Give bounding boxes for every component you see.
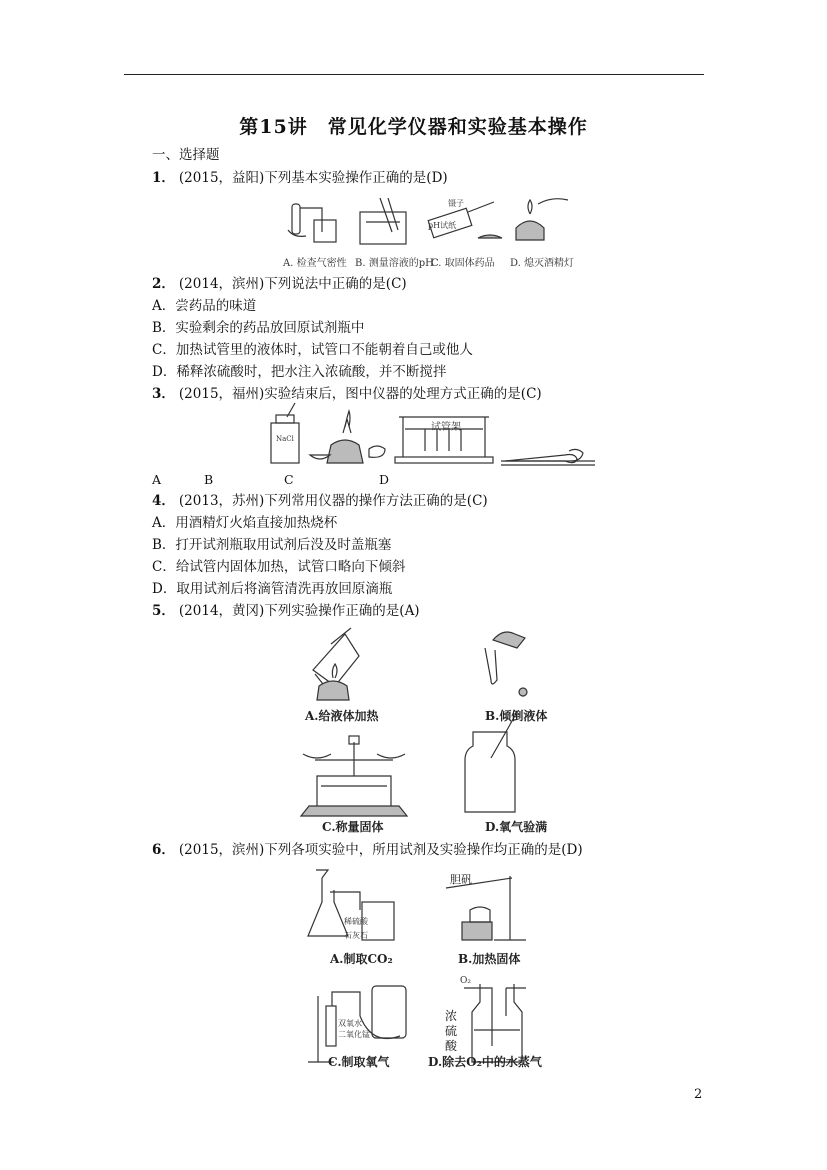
q3-figure <box>265 405 600 467</box>
q1-figure <box>280 192 590 269</box>
label-hydrogen-peroxide: 双氧水 <box>338 1019 362 1028</box>
caption-c: C.制取氧气 <box>328 1055 390 1069</box>
question-2 <box>152 275 407 293</box>
question-text: (2015，滨州)下列各项实验中，所用试剂及实验操作均正确的是(D) <box>178 842 583 858</box>
caption-a: A.制取CO₂ <box>330 952 393 966</box>
question-text: (2013，苏州)下列常用仪器的操作方法正确的是(C) <box>178 493 488 509</box>
q3-letter-d: D <box>379 472 390 487</box>
caption-b: B.倾倒液体 <box>485 709 548 723</box>
option: B．打开试剂瓶取用试剂后没及时盖瓶塞 <box>152 537 392 553</box>
q3-letter-a: A <box>152 472 162 487</box>
option: A．尝药品的味道 <box>152 298 257 314</box>
q5-figure <box>295 626 575 836</box>
option: B．实验剩余的药品放回原试剂瓶中 <box>152 320 365 336</box>
caption-b: B. 测量溶液的pH <box>355 258 434 269</box>
caption-a: A. 检查气密性 <box>283 258 347 269</box>
caption-d: D.除去O₂中的水蒸气 <box>428 1055 542 1069</box>
caption-b: B.加热固体 <box>458 952 521 966</box>
caption-a: A.给液体加热 <box>305 709 379 723</box>
question-3 <box>152 385 542 403</box>
q6-apparatus-drawings <box>300 866 570 1071</box>
q3-letter-b: B <box>204 472 214 487</box>
q6-figure <box>300 866 570 1071</box>
question-number: 4． <box>152 493 175 509</box>
label-conc-1: 浓 <box>445 1009 458 1023</box>
caption-c: C. 取固体药品 <box>431 258 495 269</box>
question-6 <box>152 841 583 859</box>
label-limestone: 石灰石 <box>344 931 368 940</box>
label-conc-2: 硫 <box>445 1024 458 1038</box>
label-conc-3: 酸 <box>445 1039 458 1053</box>
rack-label: 试管架 <box>431 422 461 433</box>
page-number: 2 <box>694 1087 703 1102</box>
label-manganese-dioxide: 二氧化锰 <box>338 1030 370 1039</box>
question-text: (2014，滨州)下列说法中正确的是(C) <box>178 276 407 292</box>
label-blue-vitriol: 胆矾 <box>450 873 472 886</box>
q3-letter-c: C <box>284 472 294 487</box>
question-text: (2015，益阳)下列基本实验操作正确的是(D) <box>178 170 448 186</box>
page-title: 第15讲 常见化学仪器和实验基本操作 <box>239 116 588 138</box>
option: D．稀释浓硫酸时，把水注入浓硫酸，并不断搅拌 <box>152 364 447 380</box>
caption-d: D.氧气验满 <box>485 820 548 834</box>
tweezers-label: 镊子 <box>448 199 464 208</box>
header-rule <box>124 74 704 75</box>
label-o2: O₂ <box>460 976 471 986</box>
nacl-label: NaCl <box>276 435 294 443</box>
question-text: (2015，福州)实验结束后，图中仪器的处理方式正确的是(C) <box>178 386 542 402</box>
question-5 <box>152 602 420 620</box>
question-text: (2014，黄冈)下列实验操作正确的是(A) <box>178 603 420 619</box>
question-number: 1． <box>152 170 175 186</box>
option: A．用酒精灯火焰直接加热烧杯 <box>152 515 338 531</box>
label-dilute-sulfuric: 稀硫酸 <box>344 917 368 926</box>
caption-d: D. 熄灭酒精灯 <box>510 258 575 269</box>
question-number: 3． <box>152 386 175 402</box>
option: C．给试管内固体加热，试管口略向下倾斜 <box>152 559 406 575</box>
question-number: 2． <box>152 276 175 292</box>
question-number: 6． <box>152 842 175 858</box>
caption-c: C.称量固体 <box>322 820 384 834</box>
q5-apparatus-drawings <box>295 626 575 836</box>
q3-apparatus-drawings <box>265 405 600 467</box>
question-4 <box>152 492 488 510</box>
question-1 <box>152 169 448 187</box>
question-number: 5． <box>152 603 175 619</box>
ph-paper-label: pH试纸 <box>428 221 457 230</box>
option: D．取用试剂后将滴管清洗再放回原滴瓶 <box>152 581 393 597</box>
section-heading: 一、选择题 <box>152 147 220 163</box>
option: C．加热试管里的液体时，试管口不能朝着自己或他人 <box>152 342 473 358</box>
